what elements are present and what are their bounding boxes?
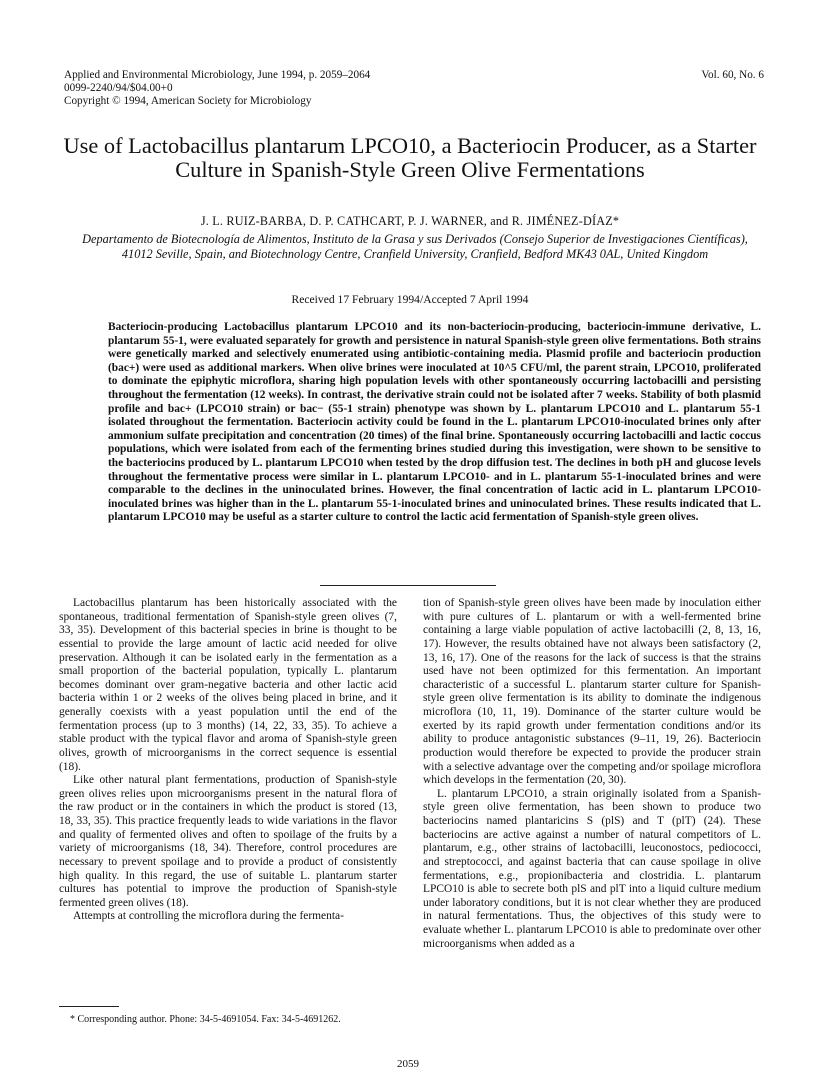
received-dates: Received 17 February 1994/Accepted 7 April 1994 bbox=[291, 293, 529, 306]
body-column-left bbox=[59, 597, 397, 924]
paragraph-intro-2: Like other natural plant fermentations, production of Spanish-style green olives relies upon microorganisms present in the natural flora of the raw product or in the containers in which the product is stored (13, 18, 33, 35). This practice frequently leads to wide variations in the flavor and quality of fermented olives and often to spoilage of the fruits by a variety of microorganisms (18, 34). Therefore, control procedures are necessary to prevent spoilage and to provide a product of consistently high quality. In this regard, the use of suitable L. plantarum starter cultures has potential to improve the production of Spanish-style fermented green olives (18). bbox=[59, 774, 397, 909]
volume-issue: Vol. 60, No. 6 bbox=[701, 69, 764, 81]
section-divider bbox=[320, 585, 496, 586]
affiliations: Departamento de Biotecnología de Alimentos, Instituto de la Grasa y sus Derivados (Consejo Superior de Investigaciones Científicas), 41012 Seville, Spain, and Biotechnology Centre, Cranfield University, Cranfield, Bedford MK43 0AL, United Kingdom bbox=[82, 232, 748, 261]
paragraph-intro-1: Lactobacillus plantarum has been historically associated with the spontaneous, traditional fermentation of Spanish-style green olives (7, 33, 35). Development of this bacterial species in brine is thought to be essential to provide the large amount of lactic acid needed for olive preservation. Although it can be isolated early in the fermentation as a small proportion of the bacterial population, typically L. plantarum becomes dominant over gram-negative bacteria and other lactic acid bacteria within 1 or 2 weeks of the olives being placed in brine, and it generally coexists with a yeast population until the end of the fermentation process (up to 3 months) (14, 22, 33, 35). To achieve a stable product with the typical flavor and aroma of Spanish-style green olives, growth of microorganisms in the correct sequence is essential (18). bbox=[59, 597, 397, 773]
issn-line: 0099-2240/94/$04.00+0 bbox=[64, 82, 173, 94]
paragraph-intro-4: L. plantarum LPCO10, a strain originally isolated from a Spanish-style green olive fermentation, has been shown to produce two bacteriocins named plantaricins S (plS) and T (plT) (24). These bacteriocins are active against a number of natural competitors of L. plantarum, e.g., other strains of lactobacilli, leuconostocs, pediococci, and streptococci, and against bacteria that can cause spoilage in olive fermentations, e.g., propionibacteria and clostridia. L. plantarum LPCO10 is able to secrete both plS and plT into a liquid culture medium under laboratory conditions, but it is not clear whether they are produced in natural fermentations. Thus, the objectives of this study were to evaluate whether L. plantarum LPCO10 is able to predominate over other microorganisms when added as a bbox=[423, 787, 761, 950]
copyright-line: Copyright © 1994, American Society for Microbiology bbox=[64, 95, 312, 107]
footnote-rule bbox=[59, 1006, 119, 1007]
abstract: Bacteriocin-producing Lactobacillus plantarum LPCO10 and its non-bacteriocin-producing, bacteriocin-immune derivative, L. plantarum 55-1, were evaluated separately for growth and persistence in natural Spanish-style green olive fermentations. Both strains were genetically marked and selectively enumerated using antibiotic-containing media. Plasmid profile and bacteriocin production (bac+) were used as additional markers. When olive brines were inoculated at 10^5 CFU/ml, the parent strain, LPCO10, proliferated to dominate the epiphytic microflora, sharing high population levels with other spontaneously occurring lactobacilli and persisting throughout the fermentation (12 weeks). In contrast, the derivative strain could not be isolated after 7 weeks. Stability of both plasmid profile and bac+ (LPCO10 strain) or bac− (55-1 strain) phenotype was shown by L. plantarum LPCO10 and L. plantarum 55-1 isolated throughout the fermentation. Bacteriocin activity could be found in the L. plantarum LPCO10-inoculated brines only after ammonium sulfate precipitation and concentration (20 times) of the final brine. Spontaneously occurring lactobacilli and lactic coccus populations, which were isolated from each of the fermenting brines studied during this investigation, were shown to be sensitive to the bacteriocins produced by L. plantarum LPCO10 when tested by the drop diffusion test. The declines in both pH and glucose levels throughout the fermentative process were similar in L. plantarum LPCO10- and in L. plantarum 55-1-inoculated brines and were comparable to the declines in the uninoculated brines. However, the final concentration of lactic acid in L. plantarum LPCO10-inoculated brines was higher than in the L. plantarum 55-1-inoculated brines and uninoculated brines. These results indicated that L. plantarum LPCO10 may be useful as a starter culture to control the lactic acid fermentation of Spanish-style green olives. bbox=[108, 321, 761, 524]
article-title: Use of Lactobacillus plantarum LPCO10, a Bacteriocin Producer, as a Starter Culture in Spanish-Style Green Olive Fermentations bbox=[63, 133, 757, 182]
journal-header bbox=[64, 69, 764, 108]
corresponding-author-footnote: * Corresponding author. Phone: 34-5-4691054. Fax: 34-5-4691262. bbox=[70, 1014, 341, 1025]
body-column-right bbox=[423, 597, 761, 951]
author-list: J. L. RUIZ-BARBA, D. P. CATHCART, P. J. WARNER, and R. JIMÉNEZ-DÍAZ* bbox=[200, 214, 620, 228]
paragraph-intro-3-start: Attempts at controlling the microflora during the fermenta- bbox=[73, 910, 344, 923]
page-number: 2059 bbox=[397, 1058, 419, 1070]
paragraph-intro-3-continued: tion of Spanish-style green olives have been made by inoculation either with pure cultures of L. plantarum or with a well-fermented brine containing a large viable population of active lactobacilli (2, 8, 13, 16, 17). However, the results obtained have not always been satisfactory (2, 13, 16, 17). One of the reasons for the lack of success is that the strains used have not been optimized for this fermentation. An important characteristic of a successful L. plantarum starter culture for Spanish-style green olive fermentation is its ability to dominate the indigenous microflora (10, 11, 19). Dominance of the starter culture would be exerted by its rapid growth under fermentation conditions and/or its ability to produce antagonistic substances (9–11, 19, 26). Bacteriocin production would therefore be expected to provide the producer strain with a selective advantage over the competing and/or spoilage microflora which develops in the fermentation (20, 30). bbox=[423, 597, 761, 787]
journal-citation: Applied and Environmental Microbiology, June 1994, p. 2059–2064 bbox=[64, 69, 371, 81]
